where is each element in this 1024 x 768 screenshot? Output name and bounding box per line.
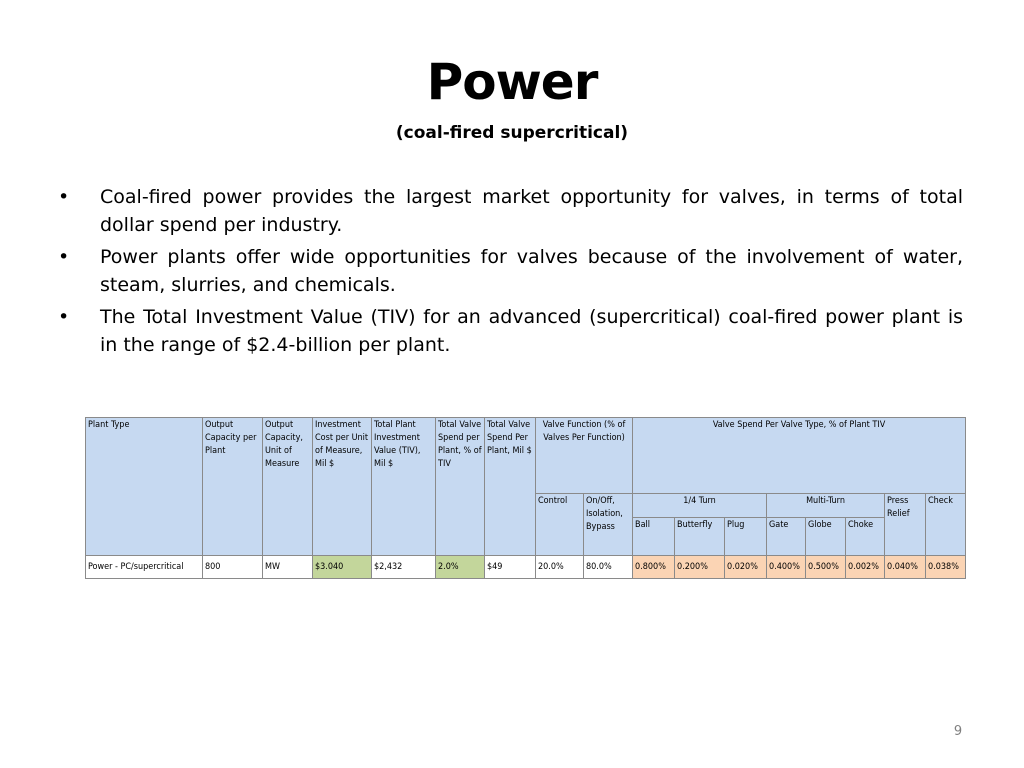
bullet-item (58, 303, 963, 359)
cell-check: 0.038% (926, 556, 966, 579)
header-investment-cost: Investment Cost per Unit of Measure, Mil $ (313, 418, 372, 556)
cell-output-capacity: 800 (203, 556, 263, 579)
header-valve-function: Valve Function (% of Valves Per Function) (536, 418, 633, 494)
page-number: 9 (953, 724, 963, 739)
cell-control: 20.0% (536, 556, 584, 579)
header-check: Check (926, 494, 966, 556)
cell-valve-spend-pct: 2.0% (436, 556, 485, 579)
cell-plug: 0.020% (725, 556, 767, 579)
header-valve-spend-per-type: Valve Spend Per Valve Type, % of Plant TIV (633, 418, 966, 494)
bullet-text: The Total Investment Value (TIV) for an advanced (supercritical) coal-fired power plant is in the range of $2.4-billion per plant. (100, 306, 963, 356)
cell-press-relief: 0.040% (885, 556, 926, 579)
bullet-item (58, 243, 963, 299)
cell-on-off: 80.0% (584, 556, 633, 579)
header-valve-spend-pct: Total Valve Spend per Plant, % of TIV (436, 418, 485, 556)
cell-valve-spend-mil: $49 (485, 556, 536, 579)
cell-investment-cost: $3.040 (313, 556, 372, 579)
cell-output-unit: MW (263, 556, 313, 579)
header-valve-spend-mil: Total Valve Spend Per Plant, Mil $ (485, 418, 536, 556)
slide-subtitle: (coal-fired supercritical) (395, 123, 629, 143)
bullet-list (58, 183, 963, 363)
header-plug: Plug (725, 518, 767, 556)
header-globe: Globe (806, 518, 846, 556)
slide-title: Power (426, 53, 598, 111)
header-butterfly: Butterfly (675, 518, 725, 556)
header-gate: Gate (767, 518, 806, 556)
header-ball: Ball (633, 518, 675, 556)
cell-butterfly: 0.200% (675, 556, 725, 579)
bullet-text: Coal-fired power provides the largest market opportunity for valves, in terms of total dollar spend per industry. (100, 186, 963, 236)
header-total-tiv: Total Plant Investment Value (TIV), Mil $ (372, 418, 436, 556)
header-quarter-turn: 1/4 Turn (633, 494, 767, 518)
cell-choke: 0.002% (846, 556, 885, 579)
bullet-text: Power plants offer wide opportunities for valves because of the involvement of water, steam, slurries, and chemicals. (100, 246, 963, 296)
cell-ball: 0.800% (633, 556, 675, 579)
header-output-capacity: Output Capacity per Plant (203, 418, 263, 556)
cell-plant-type: Power - PC/supercritical (86, 556, 203, 579)
header-on-off: On/Off, Isolation, Bypass (584, 494, 633, 556)
header-choke: Choke (846, 518, 885, 556)
bullet-item (58, 183, 963, 239)
cell-gate: 0.400% (767, 556, 806, 579)
bullet-icon: • (58, 186, 70, 208)
header-plant-type: Plant Type (86, 418, 203, 556)
cell-total-tiv: $2,432 (372, 556, 436, 579)
table-row (86, 556, 966, 579)
bullet-icon: • (58, 306, 70, 328)
cell-globe: 0.500% (806, 556, 846, 579)
valve-spend-table (85, 417, 966, 579)
header-output-unit: Output Capacity, Unit of Measure (263, 418, 313, 556)
bullet-icon: • (58, 246, 70, 268)
header-control: Control (536, 494, 584, 556)
header-multi-turn: Multi-Turn (767, 494, 885, 518)
header-press-relief: Press Relief (885, 494, 926, 556)
